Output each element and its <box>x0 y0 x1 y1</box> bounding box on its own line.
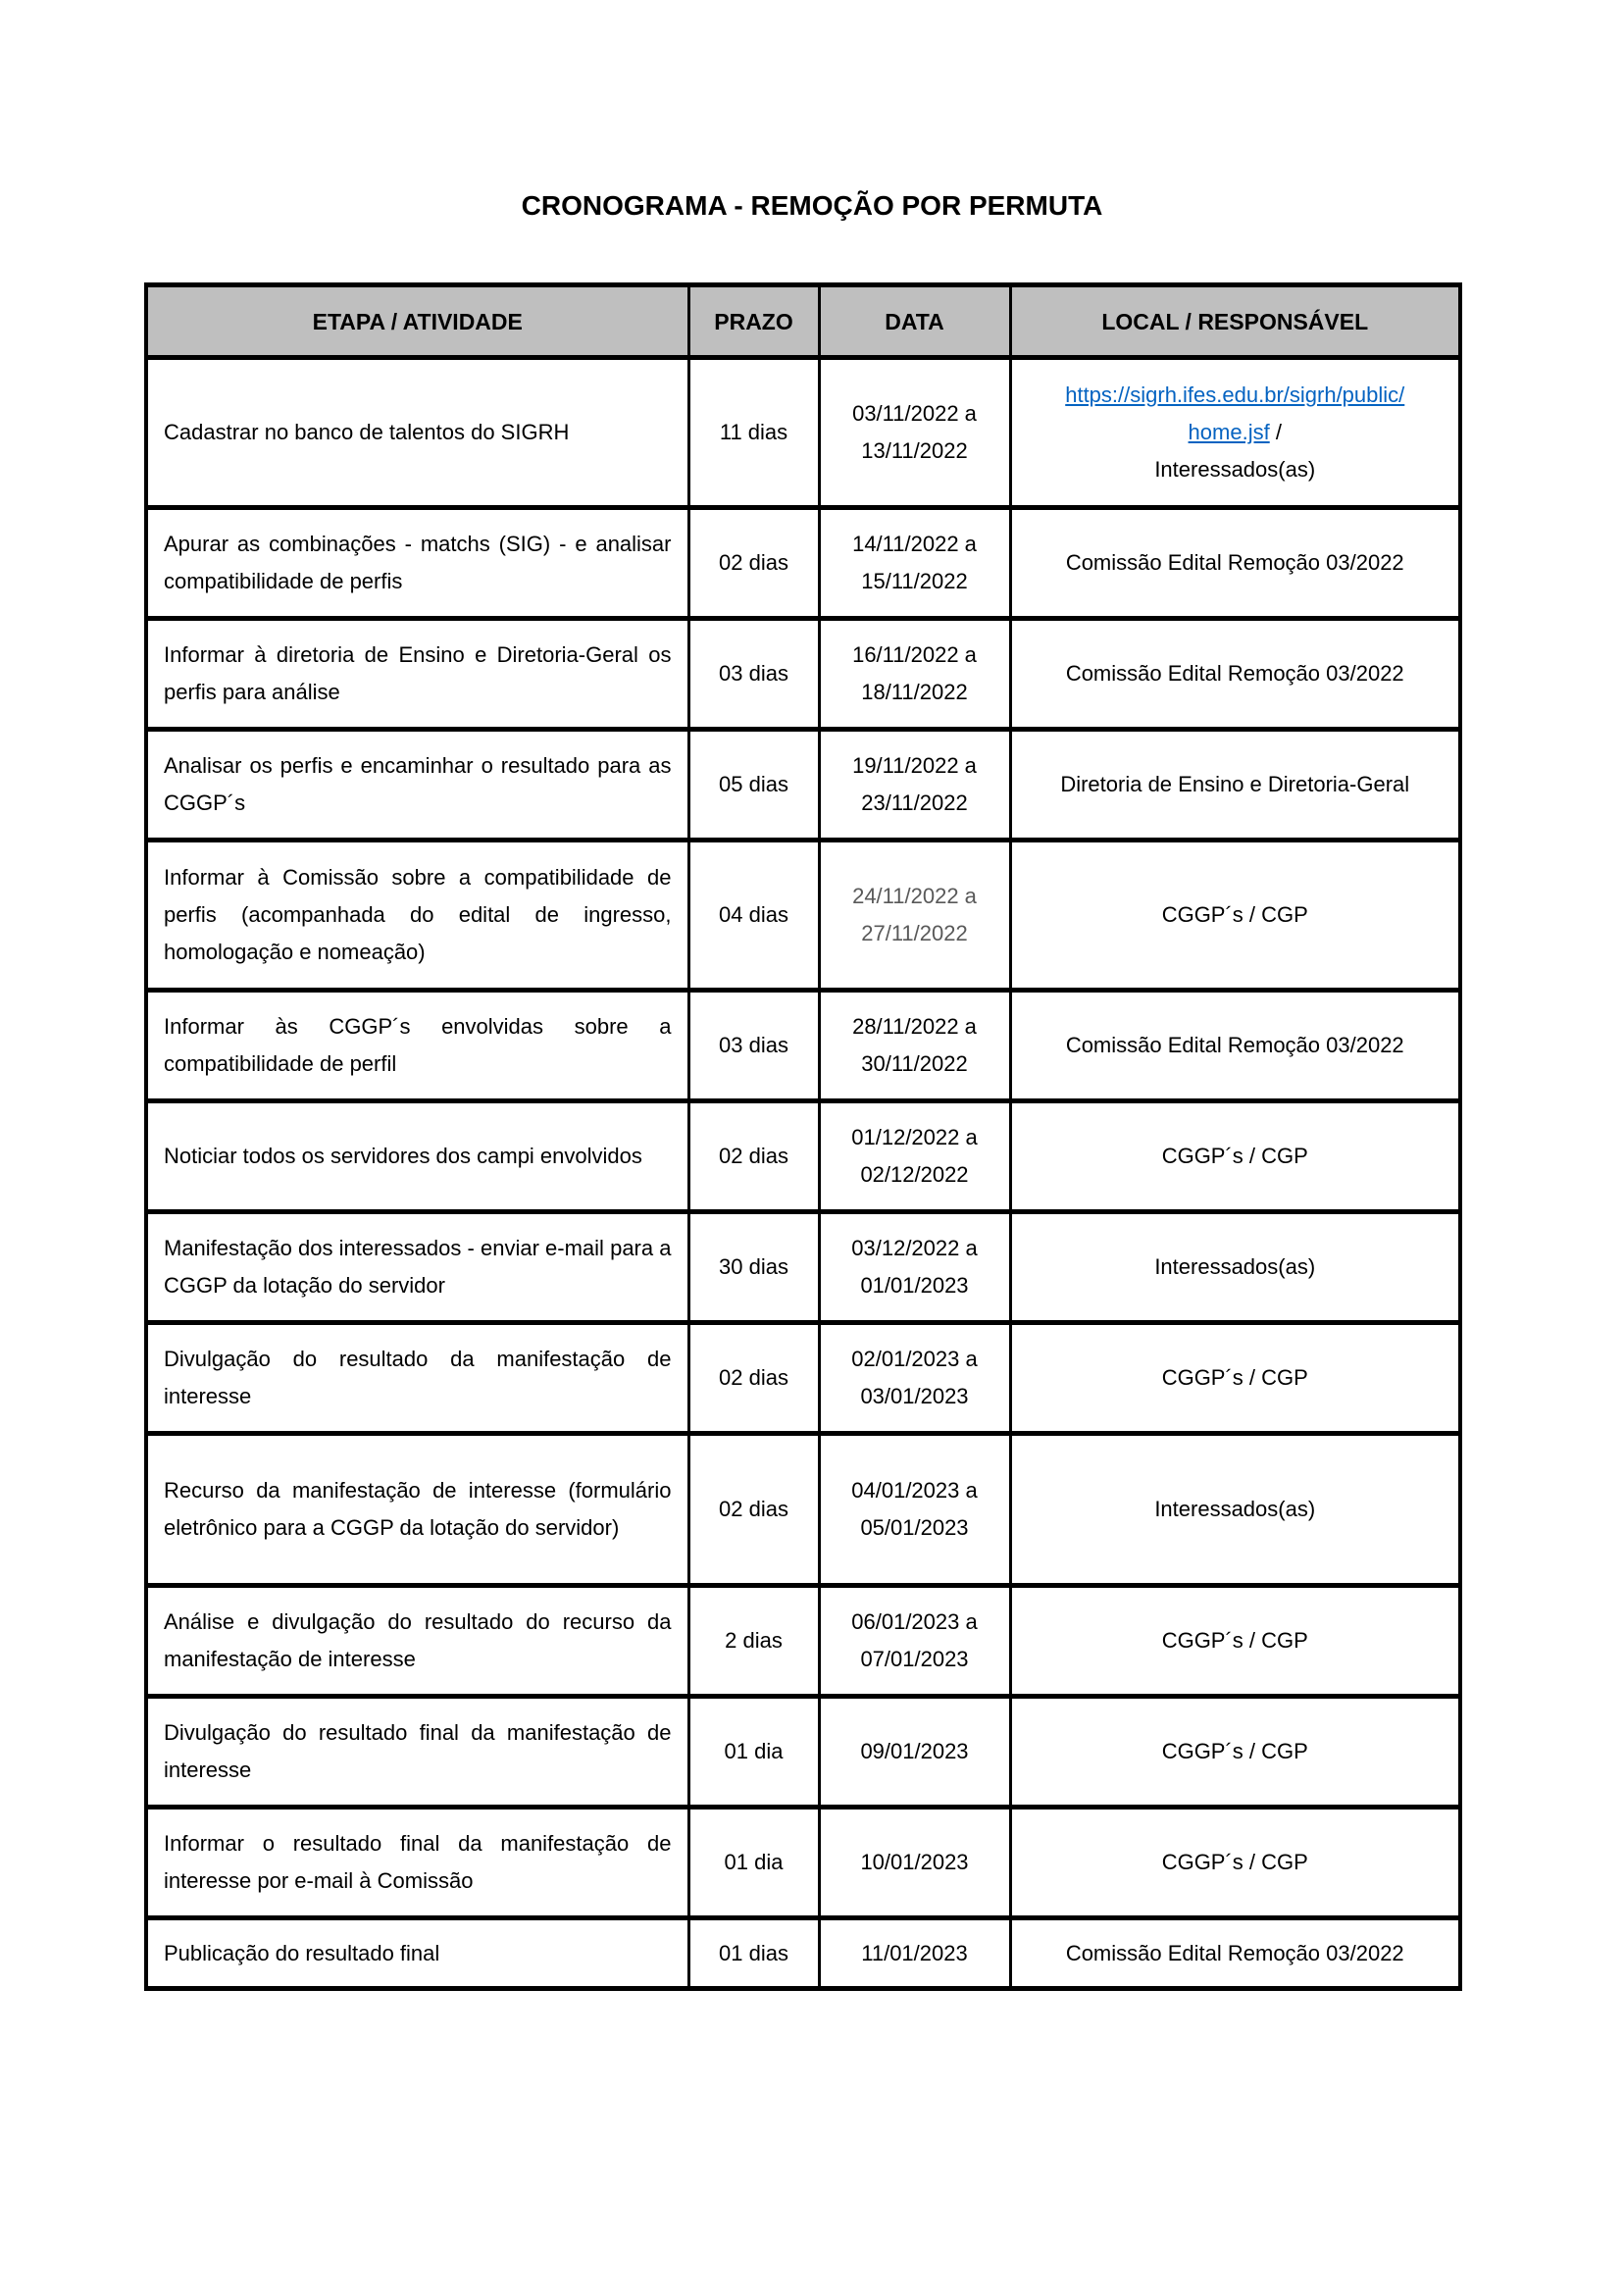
cell-local: Comissão Edital Remoção 03/2022 <box>1010 508 1460 619</box>
cell-etapa: Informar à diretoria de Ensino e Diretoria-Geral os perfis para análise <box>146 619 688 730</box>
table-row <box>146 841 1460 991</box>
column-header-local: LOCAL / RESPONSÁVEL <box>1010 285 1460 358</box>
cell-data: 24/11/2022 a 27/11/2022 <box>819 841 1010 991</box>
cell-etapa: Cadastrar no banco de talentos do SIGRH <box>146 358 688 508</box>
column-header-prazo: PRAZO <box>688 285 819 358</box>
cell-etapa: Analisar os perfis e encaminhar o resultado para as CGGP´s <box>146 730 688 841</box>
cell-prazo: 30 dias <box>688 1212 819 1323</box>
cell-etapa: Informar o resultado final da manifestação de interesse por e-mail à Comissão <box>146 1808 688 1918</box>
cell-data: 16/11/2022 a 18/11/2022 <box>819 619 1010 730</box>
table-header <box>146 285 1460 358</box>
cell-prazo: 03 dias <box>688 991 819 1101</box>
cell-etapa: Informar às CGGP´s envolvidas sobre a compatibilidade de perfil <box>146 991 688 1101</box>
cell-data: 03/11/2022 a 13/11/2022 <box>819 358 1010 508</box>
cell-local: Interessados(as) <box>1010 1434 1460 1586</box>
local-responsavel: Interessados(as) <box>1154 457 1316 482</box>
cell-prazo: 01 dias <box>688 1918 819 1989</box>
cell-local: CGGP´s / CGP <box>1010 1323 1460 1434</box>
cell-prazo: 01 dia <box>688 1697 819 1808</box>
table-row <box>146 1918 1460 1989</box>
cell-prazo: 11 dias <box>688 358 819 508</box>
cell-local: Comissão Edital Remoção 03/2022 <box>1010 1918 1460 1989</box>
page-title: CRONOGRAMA - REMOÇÃO POR PERMUTA <box>521 190 1103 221</box>
cell-data: 04/01/2023 a 05/01/2023 <box>819 1434 1010 1586</box>
table-row <box>146 1323 1460 1434</box>
cell-prazo: 05 dias <box>688 730 819 841</box>
cell-etapa: Divulgação do resultado da manifestação de interesse <box>146 1323 688 1434</box>
table-row <box>146 358 1460 508</box>
sigrh-link[interactable] <box>1065 382 1404 444</box>
cell-local: CGGP´s / CGP <box>1010 1586 1460 1697</box>
table-row <box>146 508 1460 619</box>
table-row <box>146 1586 1460 1697</box>
cell-prazo: 2 dias <box>688 1586 819 1697</box>
table-row <box>146 619 1460 730</box>
cell-data: 01/12/2022 a 02/12/2022 <box>819 1101 1010 1212</box>
cell-etapa: Manifestação dos interessados - enviar e-mail para a CGGP da lotação do servidor <box>146 1212 688 1323</box>
sigrh-link-line1: https://sigrh.ifes.edu.br/sigrh/public/ <box>1065 382 1405 407</box>
cell-etapa: Divulgação do resultado final da manifestação de interesse <box>146 1697 688 1808</box>
table-row <box>146 1101 1460 1212</box>
cell-data: 09/01/2023 <box>819 1697 1010 1808</box>
table-row <box>146 1434 1460 1586</box>
table-row <box>146 991 1460 1101</box>
cell-local: Interessados(as) <box>1010 1212 1460 1323</box>
table-row <box>146 1697 1460 1808</box>
table-row <box>146 1212 1460 1323</box>
cell-local <box>1010 358 1460 508</box>
cell-etapa: Noticiar todos os servidores dos campi envolvidos <box>146 1101 688 1212</box>
cell-local: Comissão Edital Remoção 03/2022 <box>1010 991 1460 1101</box>
cell-prazo: 02 dias <box>688 1323 819 1434</box>
column-header-data: DATA <box>819 285 1010 358</box>
cell-data: 02/01/2023 a 03/01/2023 <box>819 1323 1010 1434</box>
cell-etapa: Apurar as combinações - matchs (SIG) - e analisar compatibilidade de perfis <box>146 508 688 619</box>
cell-local: CGGP´s / CGP <box>1010 841 1460 991</box>
cell-etapa: Recurso da manifestação de interesse (formulário eletrônico para a CGGP da lotação do servidor) <box>146 1434 688 1586</box>
cell-prazo: 03 dias <box>688 619 819 730</box>
cronograma-table <box>144 282 1462 1991</box>
sigrh-link-line2: home.jsf <box>1188 420 1270 444</box>
table-row <box>146 1808 1460 1918</box>
cell-local: Comissão Edital Remoção 03/2022 <box>1010 619 1460 730</box>
cell-prazo: 02 dias <box>688 1101 819 1212</box>
cell-etapa: Publicação do resultado final <box>146 1918 688 1989</box>
cell-data: 11/01/2023 <box>819 1918 1010 1989</box>
cell-data: 14/11/2022 a 15/11/2022 <box>819 508 1010 619</box>
cell-etapa: Informar à Comissão sobre a compatibilidade de perfis (acompanhada do edital de ingresso, homologação e nomeação) <box>146 841 688 991</box>
cell-local: CGGP´s / CGP <box>1010 1697 1460 1808</box>
cell-prazo: 02 dias <box>688 508 819 619</box>
cell-data: 06/01/2023 a 07/01/2023 <box>819 1586 1010 1697</box>
cell-local: CGGP´s / CGP <box>1010 1101 1460 1212</box>
table-body <box>146 358 1460 1989</box>
cell-etapa: Análise e divulgação do resultado do recurso da manifestação de interesse <box>146 1586 688 1697</box>
cell-prazo: 04 dias <box>688 841 819 991</box>
column-header-etapa: ETAPA / ATIVIDADE <box>146 285 688 358</box>
table-row <box>146 730 1460 841</box>
cell-local: Diretoria de Ensino e Diretoria-Geral <box>1010 730 1460 841</box>
cell-local: CGGP´s / CGP <box>1010 1808 1460 1918</box>
cell-data: 19/11/2022 a 23/11/2022 <box>819 730 1010 841</box>
header-row <box>146 285 1460 358</box>
cell-data: 03/12/2022 a 01/01/2023 <box>819 1212 1010 1323</box>
cell-prazo: 01 dia <box>688 1808 819 1918</box>
cell-data: 10/01/2023 <box>819 1808 1010 1918</box>
sigrh-link-suffix: / <box>1269 420 1282 444</box>
cell-data: 28/11/2022 a 30/11/2022 <box>819 991 1010 1101</box>
cell-prazo: 02 dias <box>688 1434 819 1586</box>
